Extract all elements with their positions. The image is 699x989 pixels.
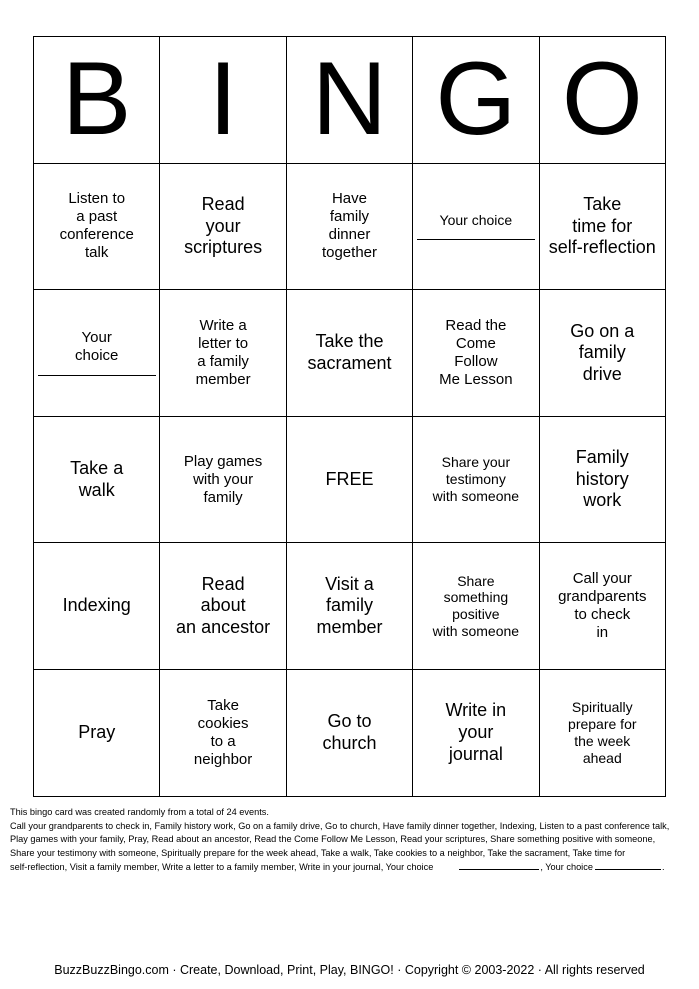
bingo-cell [286,669,412,796]
cell-text-line: journal [448,743,503,764]
card-row-4 [34,543,666,670]
header-letter-b: B [34,37,160,164]
cell-text-line: your [205,215,241,236]
cell-text-line: ahead [582,749,622,766]
bingo-cell [160,290,286,417]
cell-text-line: FREE [325,468,374,489]
cell-text-line: to a [210,732,236,750]
cell-text-line: history [575,468,629,489]
cell-text-line: grandparents [558,588,647,606]
card-row-3 [34,416,666,543]
cell-text-line: prepare for [568,715,637,732]
cell-text-line: Family [575,447,629,468]
cell-text-line: Share [457,572,495,589]
bingo-cell [160,416,286,543]
events-line: Call your grandparents to check in, Family history work, Go on a family drive, Go to church, Have family dinner together, Indexing, Listen to a past conference talk, [10,820,670,831]
cell-text-line: with someone [432,487,520,504]
bingo-cell [160,543,286,670]
blank-line [417,239,535,240]
bingo-cell [286,416,412,543]
cell-text-line: neighbor [193,750,253,768]
cell-text-line: family [203,488,243,506]
cell-text-line: in [596,624,609,642]
cell-text-line: work [583,490,622,511]
cell-text-line: Have [331,190,367,208]
bingo-cell [539,163,665,290]
cell-text-line: family [578,342,626,363]
cell-text-line: family [329,208,370,226]
cell-text-line: Your [81,329,112,347]
bingo-cell [160,163,286,290]
card-row-5 [34,669,666,796]
cell-text-line: a past [76,208,118,226]
cell-text-line: the week [574,732,631,749]
bingo-cell [160,669,286,796]
cell-text-line: positive [452,606,500,623]
bingo-cell [539,669,665,796]
cell-text-line: Indexing [62,595,131,616]
bingo-cell [539,416,665,543]
cell-text-line: Read [201,573,245,594]
cell-text-line: Pray [78,721,116,742]
cell-text-line: choice [75,347,119,365]
blank-line [38,375,156,376]
bingo-cell [413,416,539,543]
cell-text-line: Share your [441,454,511,471]
cell-text-line: Take [207,696,239,714]
bingo-cell [413,543,539,670]
events-line: self-reflection, Visit a family member, Write a letter to a family member, Write in your journal, Your choice , Your choice . [10,862,665,873]
bingo-cell [413,290,539,417]
cell-text-line: Come [455,334,496,352]
bingo-cell [413,669,539,796]
header-letter-g: G [413,37,539,164]
cell-text-line: Visit a [325,573,374,594]
header-row [34,37,666,164]
copyright-footer: BuzzBuzzBingo.com · Create, Download, Print, Play, BINGO! · Copyright © 2003-2022 · All rights reserved [54,963,645,977]
cell-text-line: letter to [198,334,249,352]
bingo-card [33,36,666,797]
cell-text-line: dinner [328,226,371,244]
cell-text-line: Your choice [439,212,513,229]
cell-text-line: talk [85,244,109,262]
cell-text-line: testimony [445,471,506,488]
cell-text-line: scriptures [184,237,263,258]
blank-line [595,860,661,870]
cell-text-line: Take [583,194,622,214]
cell-text-line: Listen to [68,190,126,208]
cell-text-line: an ancestor [176,616,271,637]
card-row-1 [34,163,666,290]
bingo-cell [286,543,412,670]
cell-text-line: together [321,244,377,262]
cell-text-line: drive [582,363,622,384]
cell-text-line: member [316,616,383,637]
cell-text-line: Play games [183,452,263,470]
events-line: Play games with your family, Pray, Read about an ancestor, Read the Come Follow Me Lesson, Read your scriptures, Share something positive with someone, [10,834,656,845]
cell-text-line: about [200,595,246,616]
cell-text-line: Go on a [570,320,635,341]
cell-text-line: conference [59,226,134,244]
events-list [10,806,694,875]
bingo-cell [34,416,160,543]
cell-text-line: church [322,732,377,753]
cell-text-line: Spiritually [571,699,633,716]
bingo-cell [34,543,160,670]
cell-text-line: a family [197,352,249,370]
cell-text-line: member [195,370,251,388]
bingo-cell [34,290,160,417]
cell-text-line: time for [572,215,633,236]
cell-text-line: self-reflection [548,237,656,258]
header-letter-n: N [286,37,412,164]
cell-text-line: Read [201,194,245,214]
cell-text-line: with someone [432,622,520,639]
cell-text-line: cookies [197,714,249,732]
bingo-cell [286,290,412,417]
bingo-cell [286,163,412,290]
cell-text-line: Read the [445,316,507,334]
cell-text-line: Write in [445,700,507,721]
cell-text-line: Follow [454,352,498,370]
cell-text-line: Go to [327,711,372,732]
cell-text-line: Take the [315,331,384,352]
cell-text-line: to check [574,606,631,624]
cell-text-line: sacrament [307,352,392,373]
events-line: Share your testimony with someone, Spiritually prepare for the week ahead, Take a walk, Take cookies to a neighbor, Take the sacrament, Take time for [10,847,626,858]
header-letter-o: O [539,37,665,164]
card-row-2 [34,290,666,417]
events-summary: This bingo card was created randomly from a total of 24 events. [10,807,269,817]
cell-text-line: family [325,595,373,616]
cell-text-line: your [458,721,494,742]
bingo-cell [34,163,160,290]
cell-text-line: walk [78,479,115,500]
bingo-cell [539,290,665,417]
bingo-cell [539,543,665,670]
header-letter-i: I [160,37,286,164]
cell-text-line: Me Lesson [439,370,513,388]
cell-text-line: Write a [199,316,247,334]
bingo-cell [34,669,160,796]
cell-text-line: Call your [572,570,632,588]
bingo-cell [413,163,539,290]
blank-line [459,860,539,870]
cell-text-line: Take a [70,457,124,478]
cell-text-line: with your [193,470,254,488]
cell-text-line: something [443,589,509,606]
